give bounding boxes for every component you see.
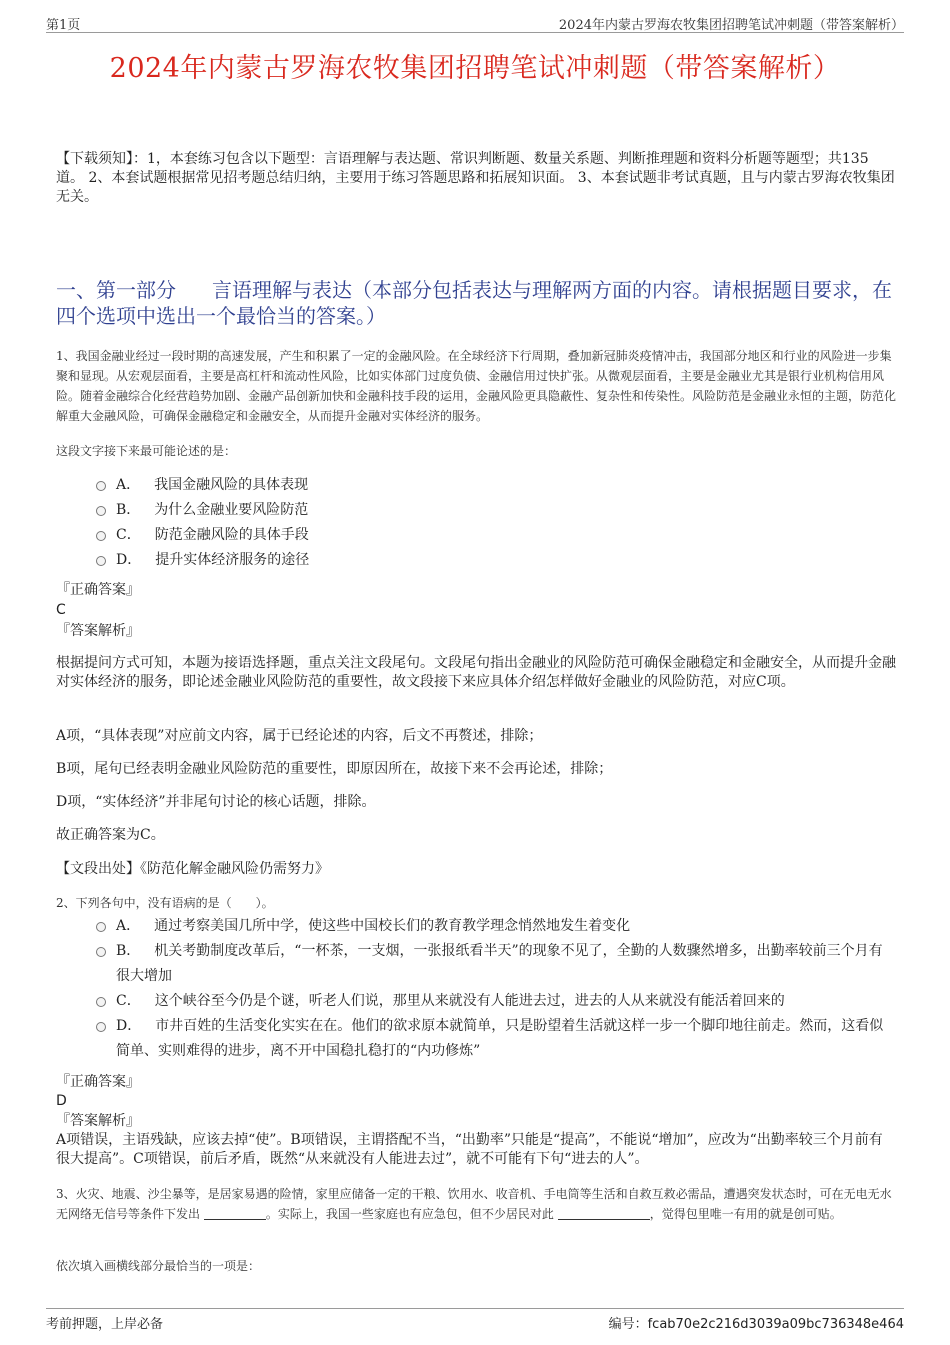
analysis-conclusion: 故正确答案为C。 bbox=[56, 827, 165, 843]
option-a[interactable]: A． 我国金融风险的具体表现 bbox=[96, 473, 896, 498]
section-description: 言语理解与表达（本部分包括表达与理解两方面的内容。请根据题目要求，在四个选项中选出一个最恰当的答案。） bbox=[56, 278, 892, 328]
analysis-paragraph: A项，“具体表现”对应前文内容，属于已经论述的内容，后文不再赘述，排除； bbox=[56, 728, 543, 744]
download-notice: 【下载须知】：1，本套练习包含以下题型：言语理解与表达题、常识判断题、数量关系题、判断推理题和资料分析题等题型；共135道。 2、本套试题根据常见招考题总结归纳，主要用于练习答题思路和拓展知识面。 3、本套试题非考试真题，且与内蒙古罗海农牧集团无关。 bbox=[56, 151, 895, 205]
option-a[interactable]: A． 通过考察美国几所中学，使这些中国校长们的教育教学理念悄然地发生着变化 bbox=[96, 914, 896, 939]
source-citation: 【文段出处】《防范化解金融风险仍需努力》 bbox=[56, 861, 329, 877]
question-2-stem: 2、下列各句中，没有语病的是（ ）。 bbox=[56, 896, 274, 910]
footer-slogan: 考前押题，上岸必备 bbox=[46, 1317, 164, 1332]
question-1-prompt: 这段文字接下来最可能论述的是： bbox=[56, 444, 237, 458]
radio-icon[interactable] bbox=[96, 997, 106, 1007]
radio-icon[interactable] bbox=[96, 481, 106, 491]
question-3-stem: 3、火灾、地震、沙尘暴等，是居家易遇的险情，家里应储备一定的干粮、饮用水、收音机、手电筒等生活和自救互救必需品，遭遇突发状态时，可在无电无水无网络无信号等条件下发出 。实际上，我国一些家庭也有应急包，但不少居民对此 ，觉得包里唯一有用的就是创可贴。 bbox=[56, 1187, 892, 1221]
option-d[interactable]: D． 市井百姓的生活变化实实在在。他们的欲求原本就简单，只是盼望着生活就这样一步一个脚印地往前走。然而，这看似简单、实则难得的进步，离不开中国稳扎稳打的“内功修炼” bbox=[96, 1014, 896, 1064]
option-b[interactable]: B． 机关考勤制度改革后，“一杯茶，一支烟，一张报纸看半天”的现象不见了，全勤的人数骤然增多，出勤率较前三个月有很大增加 bbox=[96, 939, 896, 989]
answer-label: 『正确答案』 bbox=[56, 1074, 140, 1090]
option-d[interactable]: D． 提升实体经济服务的途径 bbox=[96, 548, 896, 573]
radio-icon[interactable] bbox=[96, 1022, 106, 1032]
fill-blank-2[interactable] bbox=[558, 1206, 650, 1220]
page-footer bbox=[46, 1308, 904, 1333]
radio-icon[interactable] bbox=[96, 922, 106, 932]
question-3-prompt: 依次填入画横线部分最恰当的一项是： bbox=[56, 1259, 261, 1273]
question-2-options bbox=[96, 914, 896, 1064]
analysis-label: 『答案解析』 bbox=[56, 1113, 140, 1129]
analysis-paragraph: 根据提问方式可知，本题为接语选择题，重点关注文段尾句。文段尾句指出金融业的风险防范可确保金融稳定和金融安全，从而提升金融对实体经济的服务，即论述金融业风险防范的重要性，故文段接下来应具体介绍怎样做好金融业的风险防范，对应C项。 bbox=[56, 655, 896, 690]
page-number: 第1页 bbox=[46, 18, 81, 33]
question-1-options bbox=[96, 473, 896, 573]
analysis-paragraph: D项，“实体经济”并非尾句讨论的核心话题，排除。 bbox=[56, 794, 376, 810]
radio-icon[interactable] bbox=[96, 531, 106, 541]
fill-blank-1[interactable] bbox=[204, 1206, 266, 1220]
document-code: 编号：fcab70e2c216d3039a09bc736348e464 bbox=[608, 1317, 904, 1332]
radio-icon[interactable] bbox=[96, 556, 106, 566]
analysis-label: 『答案解析』 bbox=[56, 623, 140, 639]
section-heading bbox=[56, 277, 896, 329]
document-title: 2024年内蒙古罗海农牧集团招聘笔试冲刺题（带答案解析） bbox=[109, 53, 841, 84]
analysis-paragraph: A项错误，主语残缺，应该去掉“使”。B项错误，主谓搭配不当，“出勤率”只能是“提高”，不能说“增加”，应改为“出勤率较三个月前有很大提高”。C项错误，前后矛盾，既然“从来就没有人能进去过”，就不可能有下句“进去的人”。 bbox=[56, 1132, 883, 1167]
header-doc-title: 2024年内蒙古罗海农牧集团招聘笔试冲刺题（带答案解析） bbox=[558, 18, 904, 33]
page-header bbox=[46, 14, 904, 33]
option-c[interactable]: C． 这个峡谷至今仍是个谜，听老人们说，那里从来就没有人能进去过，进去的人从来就没有能活着回来的 bbox=[96, 989, 896, 1014]
radio-icon[interactable] bbox=[96, 947, 106, 957]
option-b[interactable]: B． 为什么金融业要风险防范 bbox=[96, 498, 896, 523]
option-c[interactable]: C． 防范金融风险的具体手段 bbox=[96, 523, 896, 548]
answer-label: 『正确答案』 bbox=[56, 582, 140, 598]
section-number: 一、第一部分 bbox=[56, 278, 176, 302]
correct-answer: C bbox=[56, 602, 66, 618]
question-1-stem: 1、我国金融业经过一段时期的高速发展，产生和积累了一定的金融风险。在全球经济下行周期，叠加新冠肺炎疫情冲击，我国部分地区和行业的风险进一步集聚和显现。从宏观层面看，主要是高杠杆和流动性风险，比如实体部门过度负债、金融信用过快扩张。从微观层面看，主要是金融业尤其是银行业机构信用风险。随着金融综合化经营趋势加剧、金融产品创新加快和金融科技手段的运用，金融风险更具隐蔽性、复杂性和传染性。风险防范是金融业永恒的主题，防范化解重大金融风险，可确保金融稳定和金融安全，从而提升金融对实体经济的服务。 bbox=[56, 349, 897, 423]
correct-answer: D bbox=[56, 1093, 67, 1109]
radio-icon[interactable] bbox=[96, 506, 106, 516]
analysis-paragraph: B项，尾句已经表明金融业风险防范的重要性，即原因所在，故接下来不会再论述，排除； bbox=[56, 761, 613, 777]
